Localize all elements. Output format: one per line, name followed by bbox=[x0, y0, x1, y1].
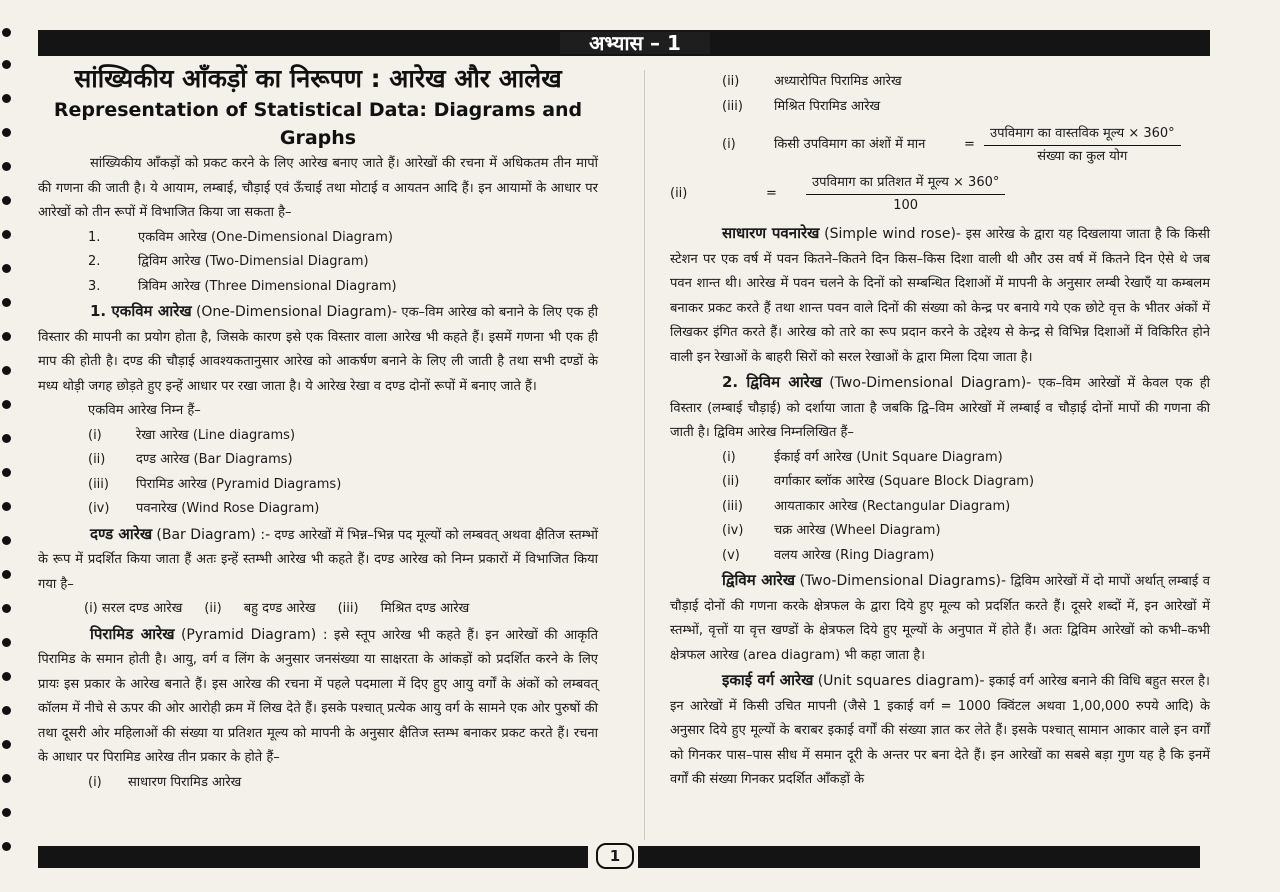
binding-hole bbox=[2, 332, 11, 341]
binding-hole bbox=[2, 536, 11, 545]
binding-hole bbox=[2, 570, 11, 579]
binding-hole bbox=[2, 366, 11, 375]
binding-hole bbox=[2, 196, 11, 205]
binding-hole bbox=[2, 774, 11, 783]
binding-hole bbox=[2, 162, 11, 171]
right-column bbox=[670, 70, 1210, 793]
one-dim-paragraph: 1. एकविम आरेख (One-Dimensional Diagram)- एक–विम आरेख को बनाने के लिए एक ही विस्तार की मापनी का प्रयोग होता है, जिसके कारण इसे एक विस्तार वाला आरेख भी कहते हैं। इसमें गणना भी एक ही माप की होती है। दण्ड की चौड़ाई आवश्यकतानुसार आरेख को आकर्षण बनाने के लिए ली जाती है तथा सभी दण्डों के मध्य थोड़ी जगह छोड़ते हुए इन्हें आधार पर रखा जाता है। ये आरेख रेखा व दण्ड दोनों रूपों में बनाए जाते हैं। bbox=[38, 302, 599, 394]
binding-hole bbox=[2, 502, 11, 511]
bar-diagram-paragraph: दण्ड आरेख (Bar Diagram) :- दण्ड आरेखों में भिन्न–भिन्न पद मूल्यों को लम्बवत् अथवा क्षैतिज स्तम्भों के रूप में प्रदर्शित किया जाता हैं अतः इन्हें स्तम्भी आरेख भी कहते हैं। दण्ड आरेख को निम्न प्रकारों में विभाजित किया गया है– bbox=[38, 524, 599, 592]
binding-hole bbox=[2, 706, 11, 715]
pyramid-types-continued bbox=[670, 70, 1210, 119]
list-item: (i) रेखा आरेख (Line diagrams) bbox=[88, 427, 296, 443]
binding-hole bbox=[2, 638, 11, 647]
list-item: (iii) आयताकार आरेख (Rectangular Diagram) bbox=[722, 498, 1011, 514]
wind-rose-paragraph: साधारण पवनारेख (Simple wind rose)- इस आरेख के द्वारा यह दिखलाया जाता है कि किसी स्टेशन पर एक वर्ष में पवन कितने–कितने दिन किस–किस दिशा वाली थी और उस वर्ष में कितने दिन ऐसे थे जब पवन शान्त थी। आरेख में पवन चलने के दिनों को सम्बन्धित दिशाओं में मापनी के अनुसार लम्बी रेखाएँ या कम्बलम बनाकर प्रकट करते हैं तथा शान्त पवन वाले दिनों की संख्या को केन्द्र पर बनाये गये एक छोटे वृत्त के भीतर अंकों में लिखकर इंगित करते हैं। आरेख को तारे का रूप प्रदान करने के उद्देश्य से केन्द्र से विभिन्न दिशाओं में विकिरित होने वाली इन रेखाओं के बाहरी सिरों को सरल रेखाओं के द्वारा मिला दिया जाता है। bbox=[670, 224, 1210, 365]
list-item: (ii) अध्यारोपित पिरामिड आरेख bbox=[722, 74, 902, 89]
section-heading: दण्ड आरेख bbox=[90, 524, 153, 543]
binding-hole bbox=[2, 264, 11, 273]
list-item: (ii) वर्गाकार ब्लॉक आरेख (Square Block Diagram) bbox=[722, 474, 1035, 489]
section-heading: इकाई वर्ग आरेख bbox=[722, 671, 814, 689]
formula-percentage: (ii) = $\frac{\text{उपविमाग का प्रतिशत में मूल्य × 360°}}{100}$ bbox=[670, 172, 1210, 217]
two-dim-list bbox=[670, 446, 1210, 569]
binding-hole bbox=[2, 604, 11, 613]
list-item: 2. द्विविम आरेख (Two-Dimensial Diagram) bbox=[88, 254, 369, 269]
binding-hole bbox=[2, 298, 11, 307]
section-heading: 1. एकविम आरेख bbox=[90, 302, 192, 320]
binding-hole bbox=[2, 400, 11, 409]
binding-hole bbox=[2, 28, 11, 37]
list-item: (i) ईकाई वर्ग आरेख (Unit Square Diagram) bbox=[722, 449, 1003, 465]
binding-hole bbox=[2, 808, 11, 817]
binding-hole bbox=[2, 230, 11, 239]
bar-types-list: (i) सरल दण्ड आरेख (ii) बहु दण्ड आरेख (iii) मिश्रित दण्ड आरेख bbox=[84, 601, 470, 616]
fraction: $\frac{\text{उपविमाग का वास्तविक मूल्य × 360°}}{\text{संख्या का कुल योग}}$ bbox=[984, 123, 1181, 168]
list-item: (ii) दण्ड आरेख (Bar Diagrams) bbox=[88, 452, 293, 467]
binding-hole bbox=[2, 672, 11, 681]
binding-holes bbox=[0, 0, 14, 892]
section-heading: पिरामिड आरेख bbox=[90, 624, 175, 643]
binding-hole bbox=[2, 94, 11, 103]
two-dims-area-paragraph: द्विविम आरेख (Two-Dimensional Diagrams)- द्विविम आरेखों में दो मापों अर्थात् लम्बाई व चौड़ाई दोनों की गणना करके क्षेत्रफल के द्वारा दिये हुए मूल्य को प्रदर्शित करते हैं। दूसरे शब्दों में, इन आरेखों में स्तम्भों, वृत्तों या वृत्त खण्डों के क्षेत्रफल दिये हुए मूल्यों के अनुपात में होते हैं। अतः द्विविम आरेखों को कभी–कभी क्षेत्रफल आरेख (area diagram) भी कहा जाता है। bbox=[670, 571, 1210, 663]
title-english: Representation of Statistical Data: Diagrams and Graphs bbox=[53, 99, 583, 149]
section-heading: 2. द्विविम आरेख bbox=[722, 373, 823, 391]
page-number: 1 bbox=[596, 843, 634, 869]
one-dim-list-intro: एकविम आरेख निम्न हैं– bbox=[88, 403, 201, 418]
binding-hole bbox=[2, 128, 11, 137]
unit-square-paragraph: इकाई वर्ग आरेख (Unit squares diagram)- इकाई वर्ग आरेख बनाने की विधि बहुत सरल है। इन आरेखों में किसी उचित मापनी (जैसे 1 इकाई वर्ग = 1000 क्विंटल अथवा 1,00,000 रुपये आदि) के अनुसार दिये हुए मूल्यों के बराबर इकाई वर्गों की संख्या ज्ञात कर लेते हैं। इसके पश्चात् सामान आकार वाले इन वर्गों को गिनकर पास–पास सीध में समान दूरी के अन्तर पर बना देते हैं। इन आरेखों का सबसे बड़ा गुण यह है कि इनमें वर्गों की संख्या गिनकर प्रदर्शित आँकड़ों के bbox=[670, 671, 1210, 787]
binding-hole bbox=[2, 60, 11, 69]
section-heading: द्विविम आरेख bbox=[722, 571, 795, 589]
binding-hole bbox=[2, 740, 11, 749]
list-item: (v) वलय आरेख (Ring Diagram) bbox=[722, 547, 935, 563]
diagram-types-list bbox=[38, 226, 598, 300]
pyramid-paragraph: पिरामिड आरेख (Pyramid Diagram) : इसे स्तूप आरेख भी कहते हैं। इन आरेखों की आकृति पिरामिड के समान होती है। आयु, वर्ग व लिंग के अनुसार जनसंख्या या साक्षरता के आंकड़ों को प्रदर्शित करने के लिए प्रायः इस प्रकार के आरेख बनाते हैं। इस आरेख की रचना में पहले पदमाला में दिए हुए आयु वर्गों के अंकों को लम्बवत् कॉलम में नीचे से ऊपर की ओर आरोही क्रम में लिख देते हैं। इसके पश्चात् प्रत्येक आयु वर्ग के सामने एक ओर पुरुषों की तथा दूसरी ओर महिलाओं की संख्या या प्रतिशत मूल्य को मापनी के अनुसार क्षैतिज स्तम्भ बनाकर प्रकट करते हैं। रचना के आधार पर पिरामिड आरेख तीन प्रकार के होते हैं– bbox=[38, 624, 599, 765]
binding-hole bbox=[2, 468, 11, 477]
list-item: 3. त्रिविम आरेख (Three Dimensional Diagram) bbox=[88, 278, 397, 294]
footer-bar-right bbox=[638, 846, 1200, 868]
intro-paragraph: सांख्यिकीय आँकड़ों को प्रकट करने के लिए आरेख बनाए जाते हैं। आरेखों की रचना में अधिकतम तीन मापों की गणना की जाती है। ये आयाम, लम्बाई, चौड़ाई एवं ऊँचाई तथा मोटाई व आयतन आदि हैं। इन आयामों के आधार पर आरेखों को तीन रूपों में विभाजित किया जा सकता है– bbox=[38, 156, 598, 220]
list-item: (iv) चक्र आरेख (Wheel Diagram) bbox=[722, 523, 941, 538]
left-column bbox=[38, 62, 598, 795]
fraction: $\frac{\text{उपविमाग का प्रतिशत में मूल्य × 360°}}{100}$ bbox=[806, 172, 1005, 217]
column-divider bbox=[644, 70, 645, 840]
two-dim-paragraph: 2. द्विविम आरेख (Two-Dimensional Diagram)- एक–विम आरेखों में केवल एक ही विस्तार (लम्बाई चौड़ाई) को दर्शाया जाता है जबकि द्वि–विम आरेखों में लम्बाई व चौड़ाई दोनों मापों की गणना की जाती है। द्विविम आरेख निम्नलिखित हैं– bbox=[670, 373, 1210, 440]
binding-hole bbox=[2, 842, 11, 851]
footer-bar-left bbox=[38, 846, 588, 868]
list-item: (iii) मिश्रित पिरामिड आरेख bbox=[722, 98, 881, 114]
chapter-title: अभ्यास – 1 bbox=[560, 32, 710, 54]
one-dim-list bbox=[38, 424, 598, 522]
list-item: 1. एकविम आरेख (One-Dimensional Diagram) bbox=[88, 229, 393, 245]
title-hindi: सांख्यिकीय आँकड़ों का निरूपण : आरेख और आलेख bbox=[74, 64, 562, 93]
list-item: (iv) पवनारेख (Wind Rose Diagram) bbox=[88, 501, 320, 516]
section-heading: साधारण पवनारेख bbox=[722, 224, 820, 242]
binding-hole bbox=[2, 434, 11, 443]
list-item: (i) साधारण पिरामिड आरेख bbox=[88, 774, 242, 790]
list-item: (iii) पिरामिड आरेख (Pyramid Diagrams) bbox=[88, 476, 342, 492]
formula-degrees: (i) किसी उपविमाग का अंशों में मान = $\frac{\text{उपविमाग का वास्तविक मूल्य × 360°}}{\text{संख्या का कुल योग}}$ bbox=[670, 123, 1210, 168]
